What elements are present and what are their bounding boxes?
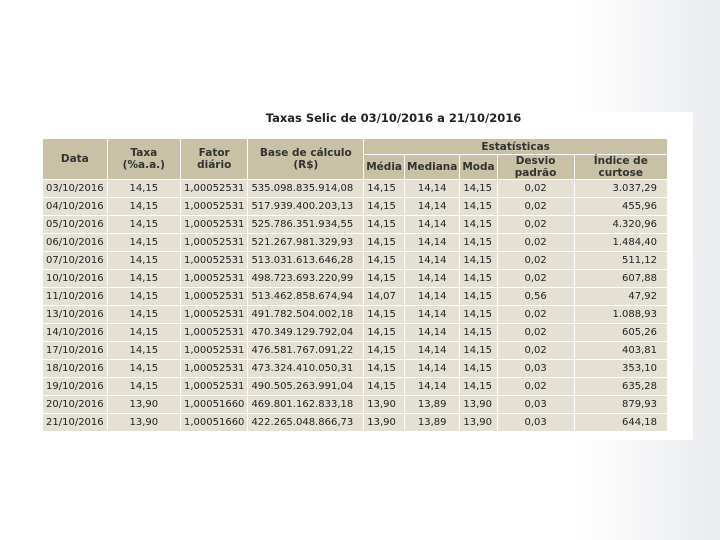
column-header-taxa: Taxa (%a.a.)	[107, 139, 180, 180]
curtose-cell: 644,18	[574, 414, 667, 432]
fator-cell: 1,00052531	[180, 252, 247, 270]
taxa-cell: 14,15	[107, 324, 180, 342]
fator-cell: 1,00052531	[180, 288, 247, 306]
taxa-cell: 14,15	[107, 234, 180, 252]
table-row	[43, 306, 668, 324]
taxa-cell: 14,15	[107, 180, 180, 198]
mediana-cell: 14,14	[405, 270, 460, 288]
media-cell: 14,15	[364, 234, 405, 252]
media-cell: 13,90	[364, 414, 405, 432]
curtose-cell: 635,28	[574, 378, 667, 396]
taxa-cell: 14,15	[107, 270, 180, 288]
media-cell: 14,15	[364, 270, 405, 288]
desvio-cell: 0,03	[497, 414, 574, 432]
mediana-cell: 14,14	[405, 360, 460, 378]
moda-cell: 14,15	[460, 378, 497, 396]
fator-cell: 1,00052531	[180, 234, 247, 252]
header-row-top	[43, 139, 668, 155]
base-cell: 476.581.767.091,22	[248, 342, 364, 360]
curtose-cell: 353,10	[574, 360, 667, 378]
table-row	[43, 396, 668, 414]
base-cell: 525.786.351.934,55	[248, 216, 364, 234]
date-cell: 13/10/2016	[43, 306, 108, 324]
media-cell: 14,15	[364, 342, 405, 360]
base-cell: 490.505.263.991,04	[248, 378, 364, 396]
mediana-cell: 14,14	[405, 288, 460, 306]
date-cell: 03/10/2016	[43, 180, 108, 198]
table-row	[43, 360, 668, 378]
moda-cell: 13,90	[460, 396, 497, 414]
table-row	[43, 414, 668, 432]
media-cell: 14,15	[364, 306, 405, 324]
base-cell: 513.031.613.646,28	[248, 252, 364, 270]
column-header-fator: Fator diário	[180, 139, 247, 180]
moda-cell: 14,15	[460, 180, 497, 198]
desvio-cell: 0,02	[497, 378, 574, 396]
taxa-cell: 13,90	[107, 414, 180, 432]
fator-cell: 1,00052531	[180, 378, 247, 396]
desvio-cell: 0,02	[497, 342, 574, 360]
fator-cell: 1,00052531	[180, 306, 247, 324]
mediana-cell: 14,14	[405, 180, 460, 198]
mediana-cell: 14,14	[405, 252, 460, 270]
mediana-cell: 13,89	[405, 396, 460, 414]
desvio-cell: 0,02	[497, 216, 574, 234]
base-cell: 517.939.400.203,13	[248, 198, 364, 216]
taxa-cell: 14,15	[107, 216, 180, 234]
date-cell: 06/10/2016	[43, 234, 108, 252]
curtose-cell: 4.320,96	[574, 216, 667, 234]
curtose-cell: 455,96	[574, 198, 667, 216]
moda-cell: 14,15	[460, 252, 497, 270]
taxa-cell: 14,15	[107, 378, 180, 396]
media-cell: 14,15	[364, 378, 405, 396]
taxa-cell: 13,90	[107, 396, 180, 414]
base-cell: 498.723.693.220,99	[248, 270, 364, 288]
table-row	[43, 342, 668, 360]
mediana-cell: 14,14	[405, 198, 460, 216]
date-cell: 20/10/2016	[43, 396, 108, 414]
moda-cell: 14,15	[460, 288, 497, 306]
fator-cell: 1,00052531	[180, 216, 247, 234]
media-cell: 14,15	[364, 324, 405, 342]
table-row	[43, 180, 668, 198]
column-header-desvio: Desvio padrão	[497, 155, 574, 180]
base-cell: 513.462.858.674,94	[248, 288, 364, 306]
moda-cell: 14,15	[460, 342, 497, 360]
column-header-mediana: Mediana	[405, 155, 460, 180]
media-cell: 13,90	[364, 396, 405, 414]
curtose-cell: 3.037,29	[574, 180, 667, 198]
table-row	[43, 234, 668, 252]
desvio-cell: 0,02	[497, 270, 574, 288]
moda-cell: 14,15	[460, 306, 497, 324]
mediana-cell: 14,14	[405, 324, 460, 342]
table-row	[43, 252, 668, 270]
desvio-cell: 0,03	[497, 396, 574, 414]
desvio-cell: 0,02	[497, 180, 574, 198]
curtose-cell: 403,81	[574, 342, 667, 360]
base-cell: 470.349.129.792,04	[248, 324, 364, 342]
mediana-cell: 14,14	[405, 234, 460, 252]
column-header-base: Base de cálculo (R$)	[248, 139, 364, 180]
mediana-cell: 14,14	[405, 378, 460, 396]
table-row	[43, 270, 668, 288]
table-row	[43, 198, 668, 216]
fator-cell: 1,00052531	[180, 324, 247, 342]
date-cell: 10/10/2016	[43, 270, 108, 288]
date-cell: 05/10/2016	[43, 216, 108, 234]
desvio-cell: 0,02	[497, 324, 574, 342]
base-cell: 491.782.504.002,18	[248, 306, 364, 324]
curtose-cell: 879,93	[574, 396, 667, 414]
base-cell: 535.098.835.914,08	[248, 180, 364, 198]
desvio-cell: 0,56	[497, 288, 574, 306]
mediana-cell: 14,14	[405, 216, 460, 234]
table-row	[43, 216, 668, 234]
date-cell: 18/10/2016	[43, 360, 108, 378]
date-cell: 17/10/2016	[43, 342, 108, 360]
table-row	[43, 288, 668, 306]
moda-cell: 14,15	[460, 198, 497, 216]
taxa-cell: 14,15	[107, 342, 180, 360]
base-cell: 473.324.410.050,31	[248, 360, 364, 378]
selic-rates-table	[42, 138, 668, 432]
date-cell: 21/10/2016	[43, 414, 108, 432]
mediana-cell: 14,14	[405, 306, 460, 324]
curtose-cell: 47,92	[574, 288, 667, 306]
mediana-cell: 13,89	[405, 414, 460, 432]
desvio-cell: 0,02	[497, 234, 574, 252]
base-cell: 469.801.162.833,18	[248, 396, 364, 414]
fator-cell: 1,00052531	[180, 360, 247, 378]
media-cell: 14,15	[364, 216, 405, 234]
date-cell: 04/10/2016	[43, 198, 108, 216]
date-cell: 14/10/2016	[43, 324, 108, 342]
fator-cell: 1,00052531	[180, 198, 247, 216]
column-header-moda: Moda	[460, 155, 497, 180]
taxa-cell: 14,15	[107, 288, 180, 306]
moda-cell: 13,90	[460, 414, 497, 432]
media-cell: 14,15	[364, 180, 405, 198]
date-cell: 07/10/2016	[43, 252, 108, 270]
desvio-cell: 0,02	[497, 252, 574, 270]
column-header-data: Data	[43, 139, 108, 180]
fator-cell: 1,00051660	[180, 396, 247, 414]
fator-cell: 1,00052531	[180, 180, 247, 198]
table-body	[43, 180, 668, 432]
mediana-cell: 14,14	[405, 342, 460, 360]
moda-cell: 14,15	[460, 324, 497, 342]
desvio-cell: 0,02	[497, 198, 574, 216]
fator-cell: 1,00052531	[180, 342, 247, 360]
media-cell: 14,07	[364, 288, 405, 306]
table-title: Taxas Selic de 03/10/2016 a 21/10/2016	[265, 111, 522, 125]
moda-cell: 14,15	[460, 270, 497, 288]
date-cell: 19/10/2016	[43, 378, 108, 396]
curtose-cell: 605,26	[574, 324, 667, 342]
base-cell: 521.267.981.329,93	[248, 234, 364, 252]
curtose-cell: 607,88	[574, 270, 667, 288]
desvio-cell: 0,03	[497, 360, 574, 378]
moda-cell: 14,15	[460, 216, 497, 234]
taxa-cell: 14,15	[107, 306, 180, 324]
taxa-cell: 14,15	[107, 198, 180, 216]
curtose-cell: 1.484,40	[574, 234, 667, 252]
curtose-cell: 1.088,93	[574, 306, 667, 324]
base-cell: 422.265.048.866,73	[248, 414, 364, 432]
moda-cell: 14,15	[460, 234, 497, 252]
selic-table-panel	[34, 112, 693, 440]
fator-cell: 1,00051660	[180, 414, 247, 432]
column-group-estatisticas: Estatísticas	[364, 139, 668, 155]
media-cell: 14,15	[364, 198, 405, 216]
moda-cell: 14,15	[460, 360, 497, 378]
taxa-cell: 14,15	[107, 252, 180, 270]
media-cell: 14,15	[364, 360, 405, 378]
column-header-curtose: Índice de curtose	[574, 155, 667, 180]
column-header-media: Média	[364, 155, 405, 180]
date-cell: 11/10/2016	[43, 288, 108, 306]
desvio-cell: 0,02	[497, 306, 574, 324]
table-row	[43, 378, 668, 396]
table-row	[43, 324, 668, 342]
fator-cell: 1,00052531	[180, 270, 247, 288]
curtose-cell: 511,12	[574, 252, 667, 270]
media-cell: 14,15	[364, 252, 405, 270]
taxa-cell: 14,15	[107, 360, 180, 378]
